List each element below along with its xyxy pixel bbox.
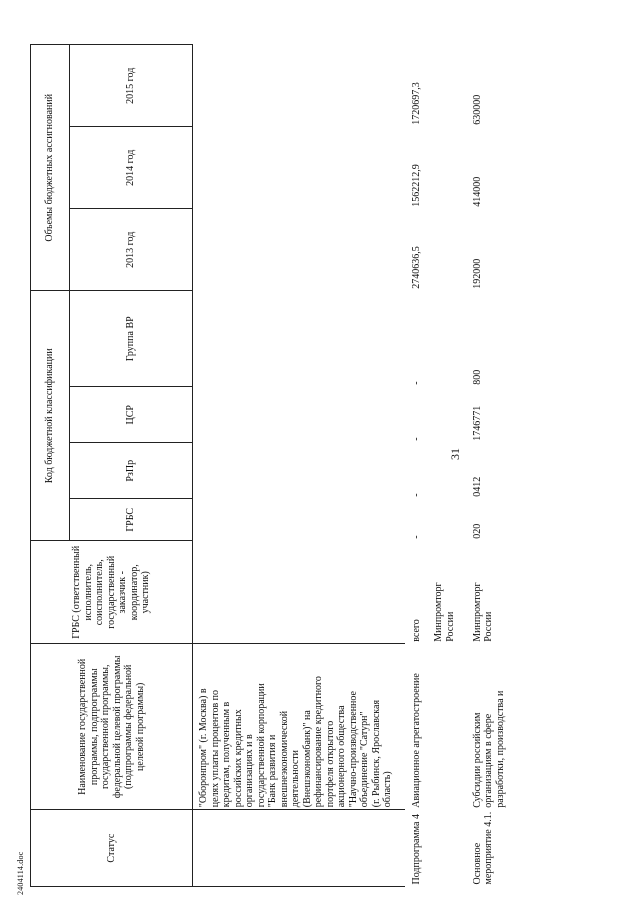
header-grbs-responsible: ГРБС (ответственный исполнитель, соисполнитель, государственный заказчик - координатор, участник): [31, 541, 193, 644]
header-year-2013: 2013 год: [70, 209, 193, 291]
continuation-line: рефинансирование кредитного: [313, 676, 324, 808]
measure-2015: 630000: [471, 94, 483, 125]
continuation-line: объединение "Сатурн": [359, 711, 370, 808]
measure-code-csr: 1746771: [471, 405, 483, 441]
measure-name-line: организациям в сфере: [483, 713, 494, 808]
continuation-line: организациях и в: [244, 734, 255, 808]
measure-code-vr: 800: [471, 369, 483, 385]
grbs-line: Минпромторг: [433, 582, 444, 642]
continuation-line: внешнеэкономической: [278, 710, 290, 808]
subprogram-grbs: [405, 541, 471, 644]
measure-4-1-row: [471, 45, 508, 887]
continuation-line: область): [382, 771, 393, 808]
continuation-line: целях уплаты процентов по: [209, 689, 221, 808]
continuation-line: "Оборонпром" (г. Москва) в: [198, 688, 209, 808]
header-code-rzpr: РзПр: [70, 443, 193, 499]
continuation-line: российских кредитных: [232, 709, 244, 808]
header-code-csr: ЦСР: [70, 387, 193, 443]
grbs-line: Минпромторг: [471, 582, 483, 642]
subprogram-code-csr: -: [410, 437, 422, 441]
budget-table: [30, 44, 507, 887]
continuation-line: (г. Рыбинск, Ярославская: [370, 699, 382, 808]
measure-code-rzpr: 0412: [471, 476, 483, 497]
measure-code-grbs: 020: [471, 523, 483, 539]
grbs-line: России: [483, 611, 494, 642]
continuation-line: акционерного общества: [336, 705, 347, 808]
header-year-2015: 2015 год: [70, 45, 193, 127]
continuation-line: "Научно-производственное: [347, 691, 359, 808]
measure-name: [471, 644, 508, 810]
page-number: 31: [448, 448, 462, 460]
measure-grbs: [471, 541, 508, 644]
measure-status-line: Основное: [471, 842, 483, 885]
continuation-line: государственной корпорации: [255, 683, 267, 808]
continuation-row: [193, 45, 405, 887]
measure-status-line: мероприятие 4.1.: [483, 811, 494, 885]
continuation-status-cell: [193, 810, 405, 887]
subprogram-2014: 1562212,9: [410, 164, 422, 207]
subprogram-2015: 1720697,3: [410, 82, 422, 125]
subprogram-status: Подпрограмма 4: [410, 814, 422, 885]
header-code-grbs: ГРБС: [70, 499, 193, 541]
measure-name-line: разработки, производства и: [494, 690, 506, 808]
header-budget-volumes: Объемы бюджетных ассигнований: [31, 45, 70, 291]
document-filename: 2404114.doc: [16, 851, 25, 895]
grbs-line: всего: [410, 619, 422, 642]
measure-name-line: Субсидии российским: [471, 712, 483, 808]
continuation-grbs-cell: [193, 541, 405, 644]
continuation-line: портфеля открытого: [324, 720, 336, 808]
header-code-vr: Группа ВР: [70, 291, 193, 387]
continuation-name-cell: [193, 644, 405, 810]
continuation-line: (Внешэкономбанк)" на: [301, 710, 313, 808]
subprogram-code-rzpr: -: [410, 493, 422, 497]
subprogram-name: Авиационное агрегатостроение: [410, 673, 422, 808]
subprogram-code-vr: -: [410, 381, 422, 385]
measure-2014: 414000: [471, 176, 483, 207]
measure-status: [471, 810, 508, 887]
header-program-name: Наименование государственной программы, подпрограммы государственной программы, федеральной целевой программы (подпрограммы федеральной целевой программы): [31, 644, 193, 810]
subprogram-2013: 2740636,5: [410, 246, 422, 289]
continuation-line: деятельности: [290, 750, 301, 808]
header-year-2014: 2014 год: [70, 127, 193, 209]
header-row-1: [31, 45, 70, 887]
continuation-line: кредитам, полученным в: [221, 701, 232, 808]
subprogram-4-row: [405, 45, 471, 887]
measure-2013: 192000: [471, 258, 483, 289]
header-status: Статус: [31, 810, 193, 887]
grbs-line: [422, 543, 433, 642]
grbs-line: России: [444, 611, 456, 642]
continuation-empty: [193, 45, 405, 541]
header-budget-code: Код бюджетной классификации: [31, 291, 70, 541]
subprogram-code-grbs: -: [410, 535, 422, 539]
continuation-line: "Банк развития и: [267, 734, 278, 808]
